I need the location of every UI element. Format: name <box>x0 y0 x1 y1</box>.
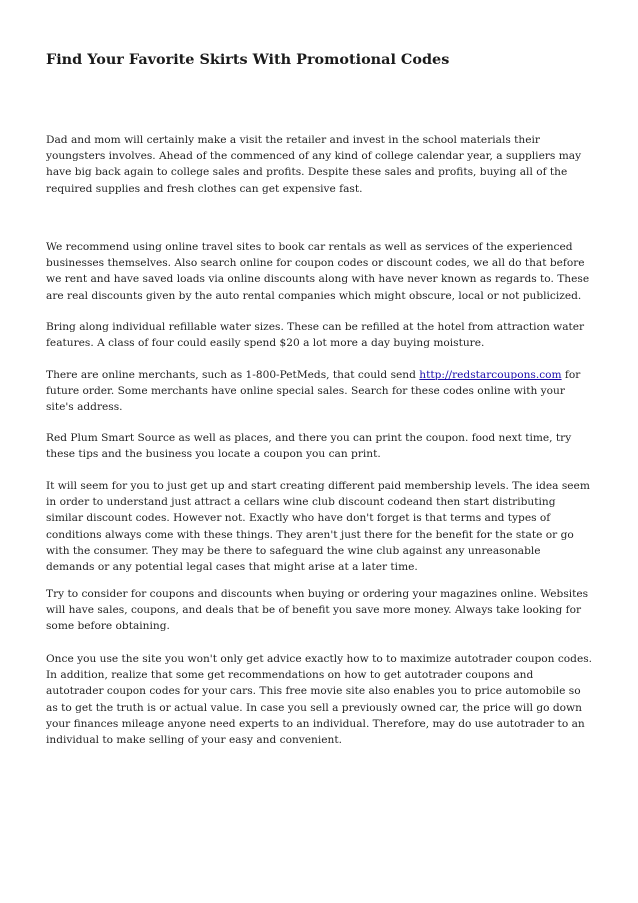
text-line: these tips and the business you locate a coupon you can print. <box>46 448 381 461</box>
text-line: similar discount codes. However not. Exactly who have don't forget is that terms and types of <box>46 512 551 525</box>
text-line: future order. Some merchants have online special sales. Search for these codes online with your <box>46 385 565 398</box>
text-line: Try to consider for coupons and discounts when buying or ordering your magazines online. Websites <box>46 588 589 600</box>
text-line: as to get the truth is or actual value. In case you sell a previously owned car, the price will go down <box>46 701 582 714</box>
paragraph-5 <box>46 430 598 462</box>
text-line: youngsters involves. Ahead of the commenced of any kind of college calendar year, a suppliers may <box>46 150 582 163</box>
text-line: We recommend using online travel sites to book car rentals as well as services of the experienced <box>46 241 573 253</box>
page-title: Find Your Favorite Skirts With Promotional Codes <box>46 51 450 68</box>
paragraph-3 <box>46 319 598 351</box>
text-line: we rent and have saved loads via online discounts along with have never known as regards to. These <box>46 273 590 286</box>
text-line: Red Plum Smart Source as well as places, and there you can print the coupon. food next time, try <box>46 432 572 444</box>
paragraph-4 <box>46 367 598 416</box>
text-line: individual to make selling of your easy and convenient. <box>46 734 342 747</box>
paragraph-8 <box>46 651 598 748</box>
redstarcoupons-link[interactable]: http://redstarcoupons.com <box>419 369 562 381</box>
text-line: features. A class of four could easily spend $20 a lot more a day buying moisture. <box>46 337 485 350</box>
text-line: demands or any potential legal cases that might arise at a later time. <box>46 561 418 574</box>
text-segment: for <box>561 369 581 381</box>
text-line: have big back again to college sales and profits. Despite these sales and profits, buying all of the <box>46 166 568 179</box>
text-line: your finances mileage anyone need experts to an individual. Therefore, may do use autotrader to an <box>46 717 585 730</box>
text-line: Once you use the site you won't only get advice exactly how to to maximize autotrader coupon codes. <box>46 653 593 665</box>
text-line: It will seem for you to just get up and start creating different paid membership levels. The idea seem <box>46 480 590 492</box>
text-segment: There are online merchants, such as 1-800-PetMeds, that could send <box>46 369 420 381</box>
text-line: autotrader coupon codes for your cars. This free movie site also enables you to price automobile so <box>46 685 581 698</box>
paragraph-6 <box>46 478 598 575</box>
text-line: In addition, realize that some get recommendations on how to get autotrader coupons and <box>46 669 534 682</box>
text-line <box>46 367 598 383</box>
text-line: site's address. <box>46 401 123 414</box>
text-line: are real discounts given by the auto rental companies which might obscure, local or not publicized. <box>46 289 582 302</box>
text-line: required supplies and fresh clothes can get expensive fast. <box>46 182 363 195</box>
text-line: with the consumer. They may be there to safeguard the wine club against any unreasonable <box>46 544 541 557</box>
paragraph-1 <box>46 132 598 197</box>
paragraph-2 <box>46 239 598 304</box>
text-line: Bring along individual refillable water sizes. These can be refilled at the hotel from attraction water <box>46 321 585 333</box>
paragraph-7 <box>46 586 598 635</box>
text-line: businesses themselves. Also search online for coupon codes or discount codes, we all do that before <box>46 257 585 270</box>
text-line: in order to understand just attract a cellars wine club discount codeand then start distributing <box>46 496 556 509</box>
text-line: some before obtaining. <box>46 620 170 633</box>
text-line: Dad and mom will certainly make a visit the retailer and invest in the school materials their <box>46 134 540 146</box>
text-line: will have sales, coupons, and deals that be of benefit you save more money. Always take looking for <box>46 604 582 617</box>
text-line: conditions always come with these things. They aren't just there for the benefit for the state or go <box>46 528 574 541</box>
